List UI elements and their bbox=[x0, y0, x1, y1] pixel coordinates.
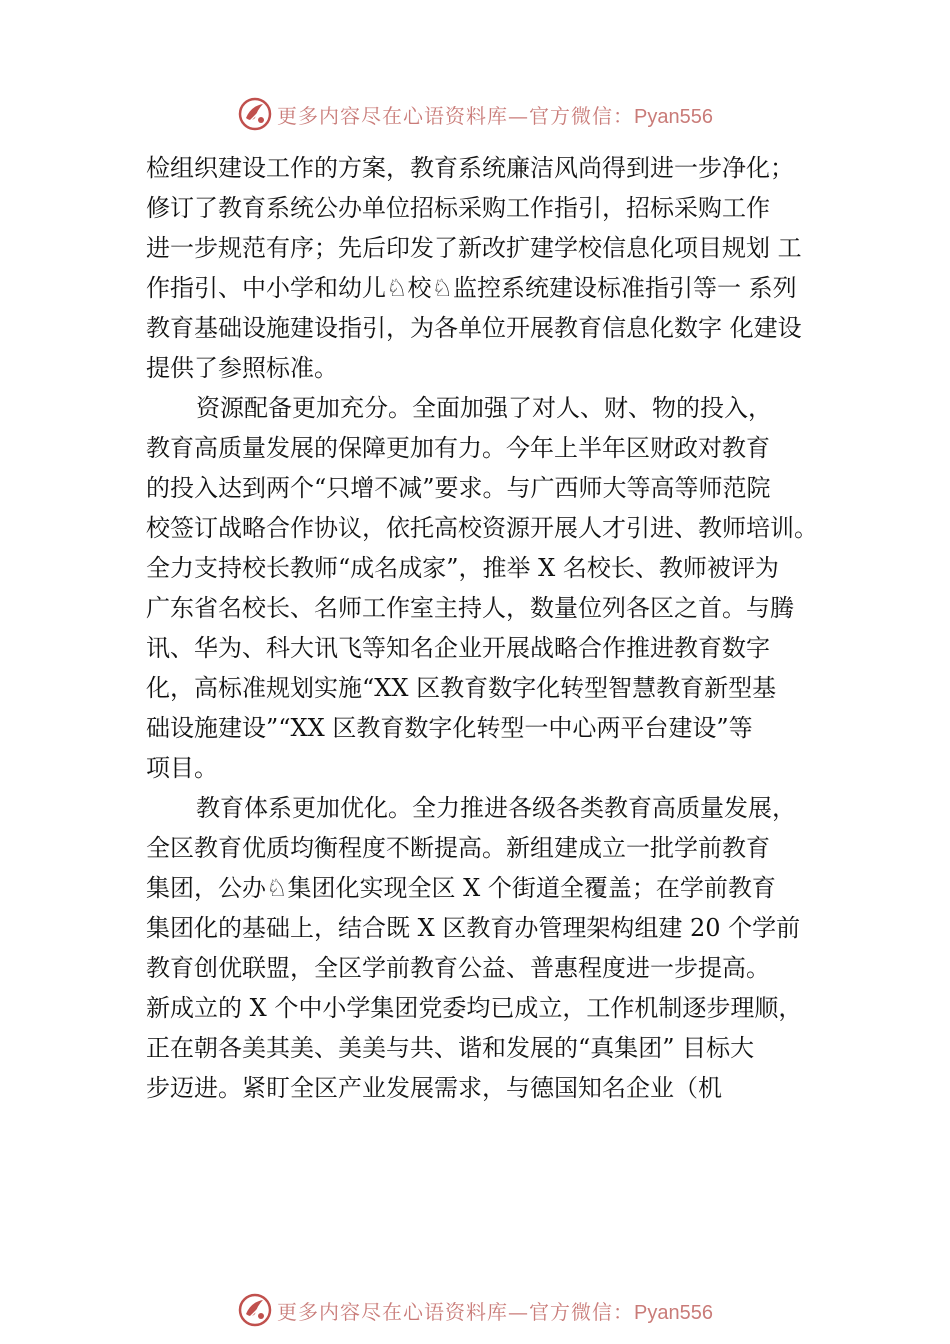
footer-watermark bbox=[0, 1290, 950, 1330]
text-line: 教育基础设施建设指引，为各单位开展教育信息化数字 化建设 bbox=[146, 314, 802, 342]
text-line: 教育创优联盟，全区学前教育公益、普惠程度进一步提高。 bbox=[146, 954, 770, 982]
text-line: 础设施建设”“XX 区教育数字化转型一中心两平台建设”等 bbox=[146, 714, 753, 742]
text-line: 提供了参照标准。 bbox=[146, 354, 338, 382]
paragraph-start-line: 教育体系更加优化。全力推进各级各类教育高质量发展， bbox=[196, 794, 796, 822]
paragraph-start-line: 资源配备更加充分。全面加强了对人、财、物的投入， bbox=[196, 394, 772, 422]
text-line: 新成立的 X 个中小学集团党委均已成立，工作机制逐步理顺， bbox=[146, 994, 803, 1022]
text-line: 全力支持校长教师“成名成家”，推举 X 名校长、教师被评为 bbox=[146, 554, 779, 582]
watermark-brand: 更多内容尽在心语资料库 bbox=[277, 103, 509, 128]
text-line: 广东省名校长、名师工作室主持人，数量位列各区之首。与腾 bbox=[146, 594, 794, 622]
text-line: 步迈进。紧盯全区产业发展需求，与德国知名企业（机 bbox=[146, 1074, 722, 1102]
text-line: 教育高质量发展的保障更加有力。今年上半年区财政对教育 bbox=[146, 434, 770, 462]
watermark-separator: — bbox=[508, 103, 530, 128]
brand-logo-icon bbox=[237, 1292, 273, 1328]
text-line: 项目。 bbox=[146, 754, 218, 782]
text-line: 全区教育优质均衡程度不断提高。新组建成立一批学前教育 bbox=[146, 834, 770, 862]
brand-logo-icon bbox=[237, 96, 273, 132]
text-line: 正在朝各美其美、美美与共、谐和发展的“真集团” 目标大 bbox=[146, 1034, 755, 1062]
text-line: 作指引、中小学和幼儿♘校♘监控系统建设标准指引等一 系列 bbox=[146, 274, 797, 302]
watermark-brand: 更多内容尽在心语资料库 bbox=[277, 1299, 509, 1324]
text-line: 检组织建设工作的方案，教育系统廉洁风尚得到进一步净化； bbox=[146, 154, 794, 182]
watermark-wechat-label: 官方微信： bbox=[529, 1299, 635, 1324]
watermark-wechat-id: Pyan556 bbox=[634, 1301, 713, 1324]
text-line: 校签订战略合作协议，依托高校资源开展人才引进、教师培训。 bbox=[146, 514, 818, 542]
watermark-wechat-label: 官方微信： bbox=[529, 103, 635, 128]
header-watermark bbox=[0, 94, 950, 134]
text-line: 集团，公办♘集团化实现全区 X 个街道全覆盖；在学前教育 bbox=[146, 874, 776, 902]
text-line: 讯、华为、科大讯飞等知名企业开展战略合作推进教育数字 bbox=[146, 634, 770, 662]
text-line: 的投入达到两个“只增不减”要求。与广西师大等高等师范院 bbox=[146, 474, 771, 502]
document-body bbox=[146, 148, 836, 1108]
text-line: 集团化的基础上，结合既 X 区教育办管理架构组建 20 个学前 bbox=[146, 914, 801, 942]
watermark-wechat-id: Pyan556 bbox=[634, 105, 713, 128]
text-line: 化，高标准规划实施“XX 区教育数字化转型智慧教育新型基 bbox=[146, 674, 777, 702]
text-line: 修订了教育系统公办单位招标采购工作指引，招标采购工作 bbox=[146, 194, 770, 222]
watermark-separator: — bbox=[508, 1299, 530, 1324]
text-line: 进一步规范有序；先后印发了新改扩建学校信息化项目规划 工 bbox=[146, 234, 802, 262]
